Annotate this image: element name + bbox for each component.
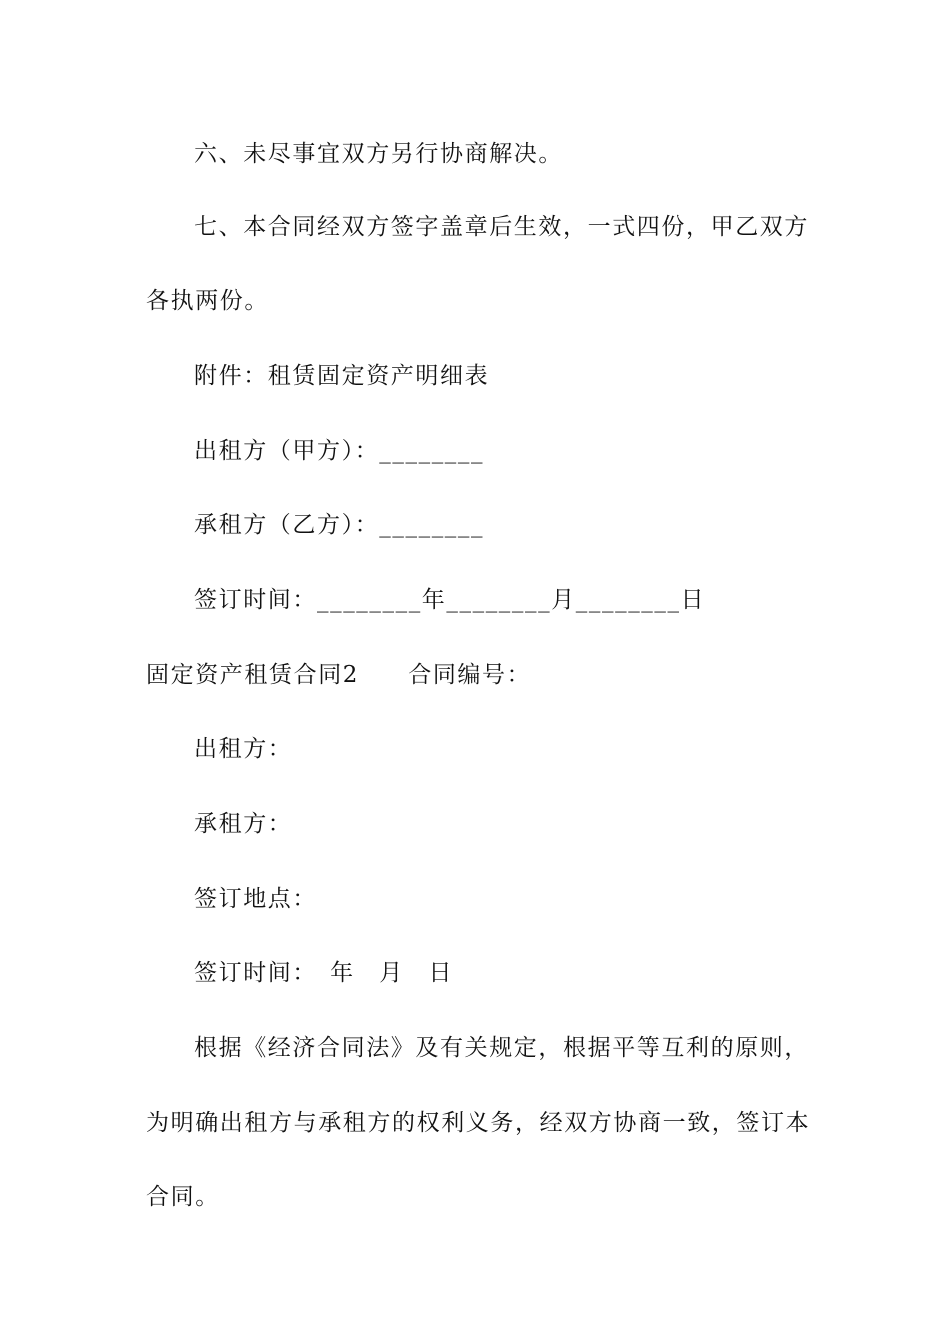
clause-seven-line-1: 七、本合同经双方签字盖章后生效，一式四份，甲乙双方 [194,214,809,240]
lessor-label: 出租方： [194,736,293,762]
lessee-label: 承租方： [194,811,293,837]
contract-2-heading: 固定资产租赁合同2 合同编号： [146,662,532,688]
signing-time-label: 签订时间： 年 月 日 [194,960,454,986]
signing-place-label: 签订地点： [194,886,317,912]
clause-seven-line-2: 各执两份。 [146,288,269,314]
lessee-party-b-field: 承租方（乙方）：________ [194,512,485,538]
lessor-party-a-field: 出租方（甲方）：________ [194,438,485,464]
preamble-line-3: 合同。 [146,1184,220,1210]
preamble-line-2: 为明确出租方与承租方的权利义务，经双方协商一致，签订本 [146,1110,811,1136]
signing-date-field: 签订时间：________年________月________日 [194,587,706,613]
clause-six: 六、未尽事宜双方另行协商解决。 [194,141,563,167]
preamble-line-1: 根据《经济合同法》及有关规定，根据平等互利的原则， [194,1035,809,1061]
attachment-note: 附件：租赁固定资产明细表 [194,363,490,389]
